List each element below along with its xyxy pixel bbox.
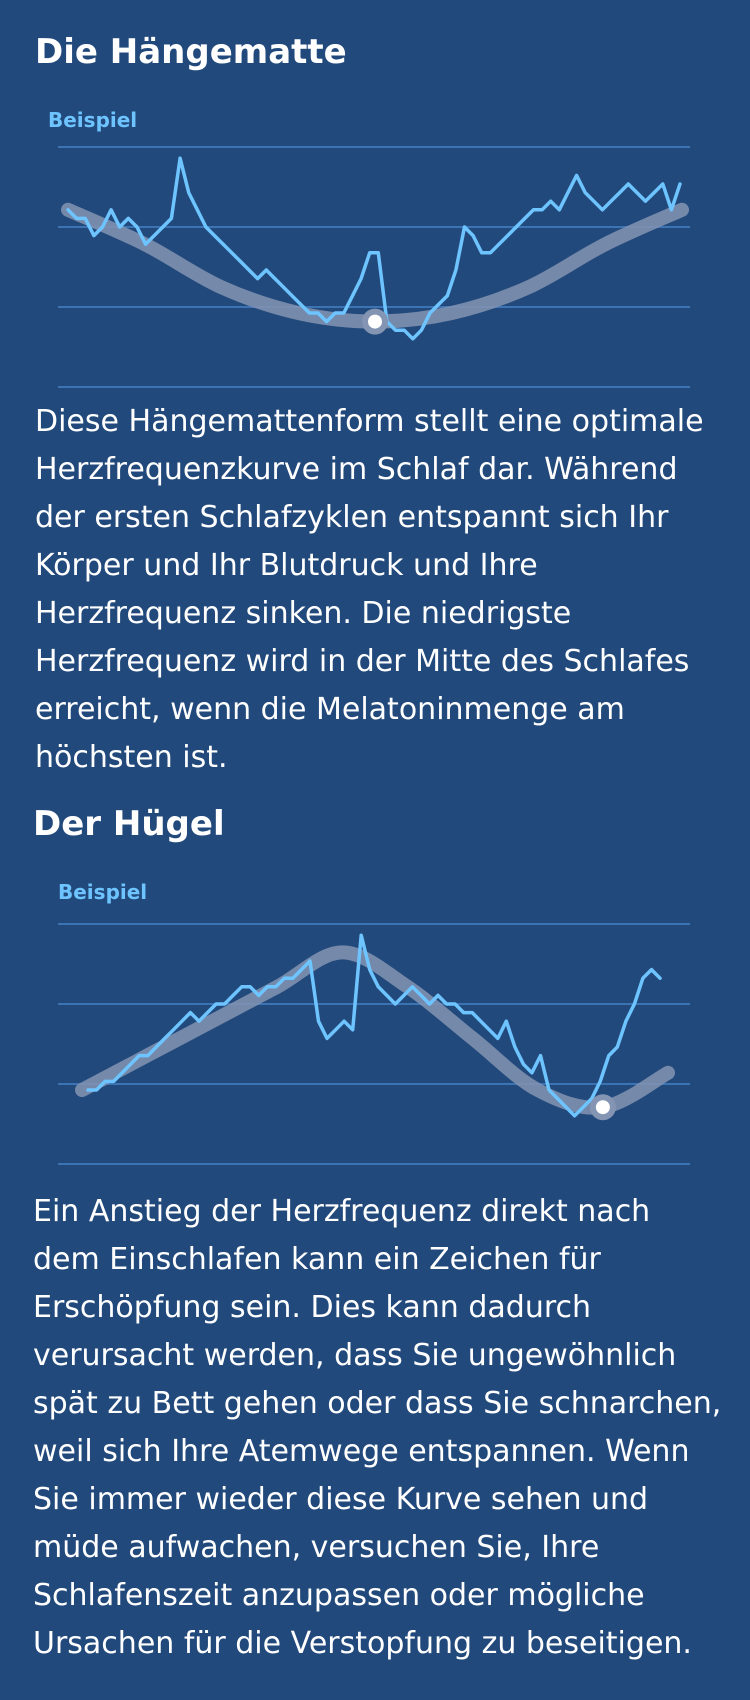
- minimum-marker-dot: [596, 1100, 610, 1114]
- hill-description: Ein Anstieg der Herzfrequenz direkt nach dem Einschlafen kann ein Zeichen für Erschöpfung sein. Dies kann dadurch verursacht werden, dass Sie ungewöhnlich spät zu Bett gehen oder dass Sie schnarchen, weil sich Ihre Atemwege entspannen. Wenn Sie immer wieder diese Kurve sehen und müde aufwachen, versuchen Sie, Ihre Schlafenszeit anzupassen oder mögliche Ursachen für die Verstopfung zu beseitigen.: [33, 1194, 722, 1661]
- hill-example-label: Beispiel: [58, 880, 148, 904]
- hill-chart: [0, 907, 750, 1167]
- hammock-example-label: Beispiel: [48, 108, 138, 132]
- hammock-title: Die Hängematte: [35, 32, 347, 72]
- hill-minimum-marker: [590, 1094, 616, 1120]
- hammock-description: Diese Hängemattenform stellt eine optimale Herzfrequenzkurve im Schlaf dar. Während der ersten Schlafzyklen entspannt sich Ihr Körper und Ihr Blutdruck und Ihre Herzfrequenz sinken. Die niedrigste Herzfrequenz wird in der Mitte des Schlafes erreicht, wenn die Melatoninmenge am höchsten ist.: [35, 404, 704, 775]
- hill-title: Der Hügel: [33, 804, 225, 844]
